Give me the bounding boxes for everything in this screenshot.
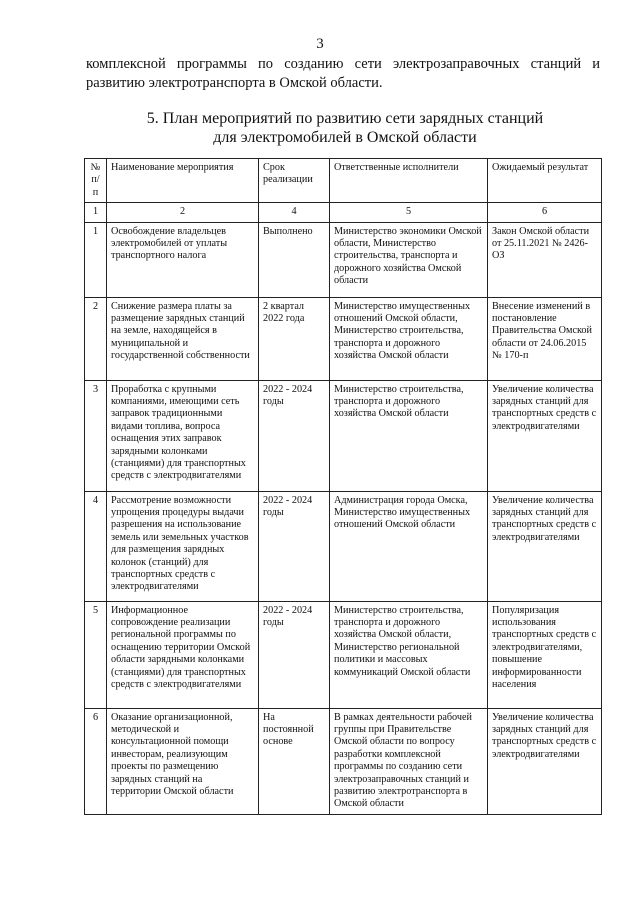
table-row <box>85 297 602 380</box>
row-num: 1 <box>85 222 107 297</box>
index-cell: 2 <box>107 203 259 222</box>
row-term: 2022 - 2024 годы <box>259 601 330 708</box>
header-executors: Ответственные исполнители <box>330 159 488 203</box>
row-name: Оказание организационной, методической и консультационной помощи инвесторам, реализующим проекты по размещению зарядных станций на территории Омской области <box>107 708 259 814</box>
row-term: 2022 - 2024 годы <box>259 380 330 491</box>
header-result: Ожидаемый результат <box>488 159 602 203</box>
table-row <box>85 491 602 601</box>
row-term: Выполнено <box>259 222 330 297</box>
column-index-row <box>85 203 602 222</box>
row-name: Информационное сопровождение реализации региональной программы по оснащению территории Омской области зарядными колонками (станциями) для транспортных средств с электродвигателями <box>107 601 259 708</box>
index-cell: 4 <box>259 203 330 222</box>
section-title-line1: 5. План мероприятий по развитию сети зарядных станций <box>146 110 544 127</box>
page-number: 3 <box>316 36 324 52</box>
header-num: № п/п <box>85 159 107 203</box>
intro-text: комплексной программы по созданию сети электрозаправочных станций и развитию электротранспорта в Омской области. <box>86 56 600 91</box>
table-row <box>85 380 602 491</box>
row-result: Закон Омской области от 25.11.2021 № 2426-ОЗ <box>488 222 602 297</box>
measures-table <box>84 158 602 815</box>
index-cell: 1 <box>85 203 107 222</box>
row-name: Снижение размера платы за размещение зарядных станций на земле, находящейся в муниципальной и государственной собственности <box>107 297 259 380</box>
row-executors: Министерство строительства, транспорта и дорожного хозяйства Омской области, Министерство региональной политики и массовых коммуникаций Омской области <box>330 601 488 708</box>
intro-paragraph <box>86 55 600 93</box>
row-result: Увеличение количества зарядных станций для транспортных средств с электродвигателями <box>488 708 602 814</box>
row-num: 5 <box>85 601 107 708</box>
section-title-line2: для электромобилей в Омской области <box>213 129 477 146</box>
row-num: 3 <box>85 380 107 491</box>
row-result: Популяризация использования транспортных средств с электродвигателями, повышение информированности населения <box>488 601 602 708</box>
header-term: Срок реализации <box>259 159 330 203</box>
row-term: 2 квартал 2022 года <box>259 297 330 380</box>
row-term: 2022 - 2024 годы <box>259 491 330 601</box>
index-cell: 6 <box>488 203 602 222</box>
table-row <box>85 601 602 708</box>
row-executors: Министерство имущественных отношений Омской области, Министерство строительства, транспорта и дорожного хозяйства Омской области <box>330 297 488 380</box>
row-result: Увеличение количества зарядных станций для транспортных средств с электродвигателями <box>488 491 602 601</box>
row-result: Увеличение количества зарядных станций для транспортных средств с электродвигателями <box>488 380 602 491</box>
row-name: Рассмотрение возможности упрощения процедуры выдачи разрешения на использование земель или земельных участков для размещения зарядных колонок (станций) для транспортных средств с электродвигателями <box>107 491 259 601</box>
row-result: Внесение изменений в постановление Правительства Омской области от 24.06.2015 № 170-п <box>488 297 602 380</box>
row-executors: Администрация города Омска, Министерство имущественных отношений Омской области <box>330 491 488 601</box>
row-name: Проработка с крупными компаниями, имеющими сеть заправок традиционными видами топлива, вопроса оснащения этих заправок зарядными колонками (станциями) для транспортных средств с электродвигателями <box>107 380 259 491</box>
row-num: 4 <box>85 491 107 601</box>
header-name: Наименование мероприятия <box>107 159 259 203</box>
table-row <box>85 708 602 814</box>
section-title <box>90 109 600 147</box>
row-executors: В рамках деятельности рабочей группы при Правительстве Омской области по вопросу разработки комплексной программы по созданию сети электрозаправочных станций и развитию электротранспорта в Омской области <box>330 708 488 814</box>
table-row <box>85 222 602 297</box>
index-cell: 5 <box>330 203 488 222</box>
table-header-row <box>85 159 602 203</box>
row-executors: Министерство экономики Омской области, Министерство строительства, транспорта и дорожного хозяйства Омской области <box>330 222 488 297</box>
row-executors: Министерство строительства, транспорта и дорожного хозяйства Омской области <box>330 380 488 491</box>
row-num: 6 <box>85 708 107 814</box>
row-term: На постоянной основе <box>259 708 330 814</box>
row-num: 2 <box>85 297 107 380</box>
row-name: Освобождение владельцев электромобилей от уплаты транспортного налога <box>107 222 259 297</box>
